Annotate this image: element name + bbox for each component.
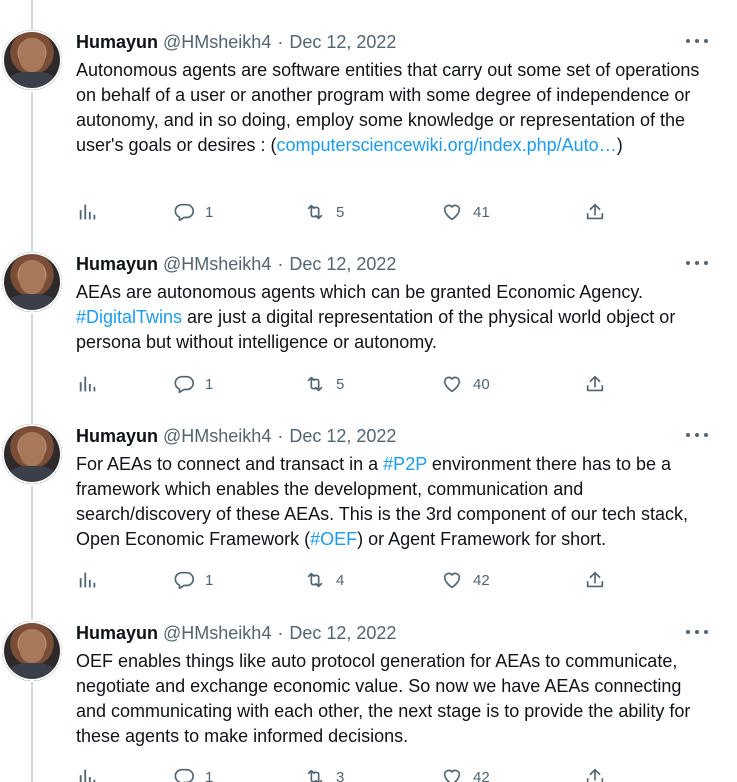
share-button[interactable]	[584, 568, 606, 592]
thread-line	[31, 0, 33, 30]
tweet[interactable]	[0, 424, 737, 600]
reply-count: 1	[205, 571, 214, 589]
analytics-icon	[77, 766, 99, 782]
tweet-text-part: For AEAs to connect and transact in a	[76, 454, 384, 474]
retweet-button[interactable]	[304, 200, 344, 224]
reply-button[interactable]	[173, 568, 213, 592]
like-button[interactable]	[441, 200, 490, 224]
tweet-header	[76, 30, 396, 54]
tweet-date[interactable]: Dec 12, 2022	[289, 425, 397, 446]
tweet-text	[76, 280, 716, 355]
retweet-count: 5	[336, 375, 345, 393]
reply-button[interactable]	[173, 765, 213, 782]
analytics-icon	[77, 569, 99, 591]
avatar[interactable]	[2, 30, 62, 90]
analytics-icon	[77, 373, 99, 395]
like-count: 42	[473, 768, 490, 782]
reply-icon	[173, 373, 195, 395]
tweet-date[interactable]: Dec 12, 2022	[289, 31, 397, 52]
share-icon	[584, 569, 606, 591]
separator-dot: ·	[277, 31, 284, 52]
like-icon	[441, 569, 463, 591]
retweet-button[interactable]	[304, 568, 344, 592]
like-button[interactable]	[441, 372, 490, 396]
share-button[interactable]	[584, 372, 606, 396]
tweet-date[interactable]: Dec 12, 2022	[289, 622, 397, 643]
tweet-text-part: Autonomous agents are software entities that carry out some set of operations on behalf of a user or another program with some degree of independence or autonomy, and in so doing, employ some knowledge or representation of the user's goals or desires : (	[76, 60, 700, 155]
like-count: 41	[473, 203, 490, 221]
retweet-count: 5	[336, 203, 345, 221]
hashtag-link[interactable]: #DigitalTwins	[76, 307, 183, 327]
tweet-actions	[0, 372, 737, 396]
author-name[interactable]: Humayun	[76, 253, 159, 274]
tweet[interactable]	[0, 252, 737, 402]
reply-count: 1	[205, 203, 214, 221]
tweet-text-part: OEF enables things like auto protocol generation for AEAs to communicate, negotiate and exchange economic value. So now we have AEAs connecting and communicating with each other, the next stage is to provide the ability for these agents to make informed decisions.	[76, 651, 691, 746]
author-handle[interactable]: @HMsheikh4	[163, 31, 272, 52]
share-icon	[584, 766, 606, 782]
more-icon[interactable]	[686, 625, 708, 639]
tweet-text-part: environment there has to be a framework which enables the development, communication and search/discovery of these AEAs. This is the 3rd component of our tech stack, Open Economic Framework (	[76, 454, 688, 549]
tweet-actions	[0, 568, 737, 592]
author-handle[interactable]: @HMsheikh4	[163, 253, 272, 274]
like-button[interactable]	[441, 765, 490, 782]
like-icon	[441, 766, 463, 782]
tweet-text	[76, 452, 716, 552]
tweet-text	[76, 649, 716, 749]
more-icon[interactable]	[686, 34, 708, 48]
tweet-header	[76, 252, 396, 276]
tweet-text-part: AEAs are autonomous agents which can be granted Economic Agency.	[76, 282, 644, 302]
analytics-button[interactable]	[77, 200, 99, 224]
reply-icon	[173, 569, 195, 591]
tweet-text	[76, 58, 716, 158]
reply-count: 1	[205, 768, 214, 782]
tweet-text-part: )	[616, 135, 623, 155]
tweet-header	[76, 621, 396, 645]
tweet-header	[76, 424, 396, 448]
analytics-button[interactable]	[77, 568, 99, 592]
separator-dot: ·	[277, 253, 284, 274]
author-handle[interactable]: @HMsheikh4	[163, 425, 272, 446]
share-icon	[584, 201, 606, 223]
retweet-icon	[304, 766, 326, 782]
like-count: 40	[473, 375, 490, 393]
author-name[interactable]: Humayun	[76, 622, 159, 643]
analytics-icon	[77, 201, 99, 223]
reply-button[interactable]	[173, 372, 213, 396]
hashtag-link[interactable]: #OEF	[310, 529, 358, 549]
author-name[interactable]: Humayun	[76, 31, 159, 52]
like-count: 42	[473, 571, 490, 589]
analytics-button[interactable]	[77, 765, 99, 782]
share-icon	[584, 373, 606, 395]
reply-button[interactable]	[173, 200, 213, 224]
tweet-text-part: are just a digital representation of the physical world object or persona but without intelligence or autonomy.	[76, 307, 676, 352]
author-handle[interactable]: @HMsheikh4	[163, 622, 272, 643]
hashtag-link[interactable]: #P2P	[383, 454, 427, 474]
retweet-icon	[304, 373, 326, 395]
tweet-actions	[0, 765, 737, 782]
retweet-count: 3	[336, 768, 345, 782]
tweet-link[interactable]: computersciencewiki.org/index.php/Auto…	[276, 135, 617, 155]
tweet-date[interactable]: Dec 12, 2022	[289, 253, 397, 274]
tweet[interactable]	[0, 621, 737, 782]
tweet[interactable]	[0, 30, 737, 230]
reply-count: 1	[205, 375, 214, 393]
reply-icon	[173, 766, 195, 782]
like-icon	[441, 201, 463, 223]
avatar[interactable]	[2, 252, 62, 312]
analytics-button[interactable]	[77, 372, 99, 396]
separator-dot: ·	[277, 622, 284, 643]
share-button[interactable]	[584, 200, 606, 224]
avatar[interactable]	[2, 621, 62, 681]
more-icon[interactable]	[686, 428, 708, 442]
author-name[interactable]: Humayun	[76, 425, 159, 446]
retweet-button[interactable]	[304, 765, 344, 782]
separator-dot: ·	[277, 425, 284, 446]
share-button[interactable]	[584, 765, 606, 782]
retweet-icon	[304, 569, 326, 591]
retweet-icon	[304, 201, 326, 223]
reply-icon	[173, 201, 195, 223]
more-icon[interactable]	[686, 256, 708, 270]
tweet-actions	[0, 200, 737, 224]
like-icon	[441, 373, 463, 395]
retweet-count: 4	[336, 571, 345, 589]
tweet-text-part: ) or Agent Framework for short.	[357, 529, 607, 549]
avatar[interactable]	[2, 424, 62, 484]
retweet-button[interactable]	[304, 372, 344, 396]
like-button[interactable]	[441, 568, 490, 592]
